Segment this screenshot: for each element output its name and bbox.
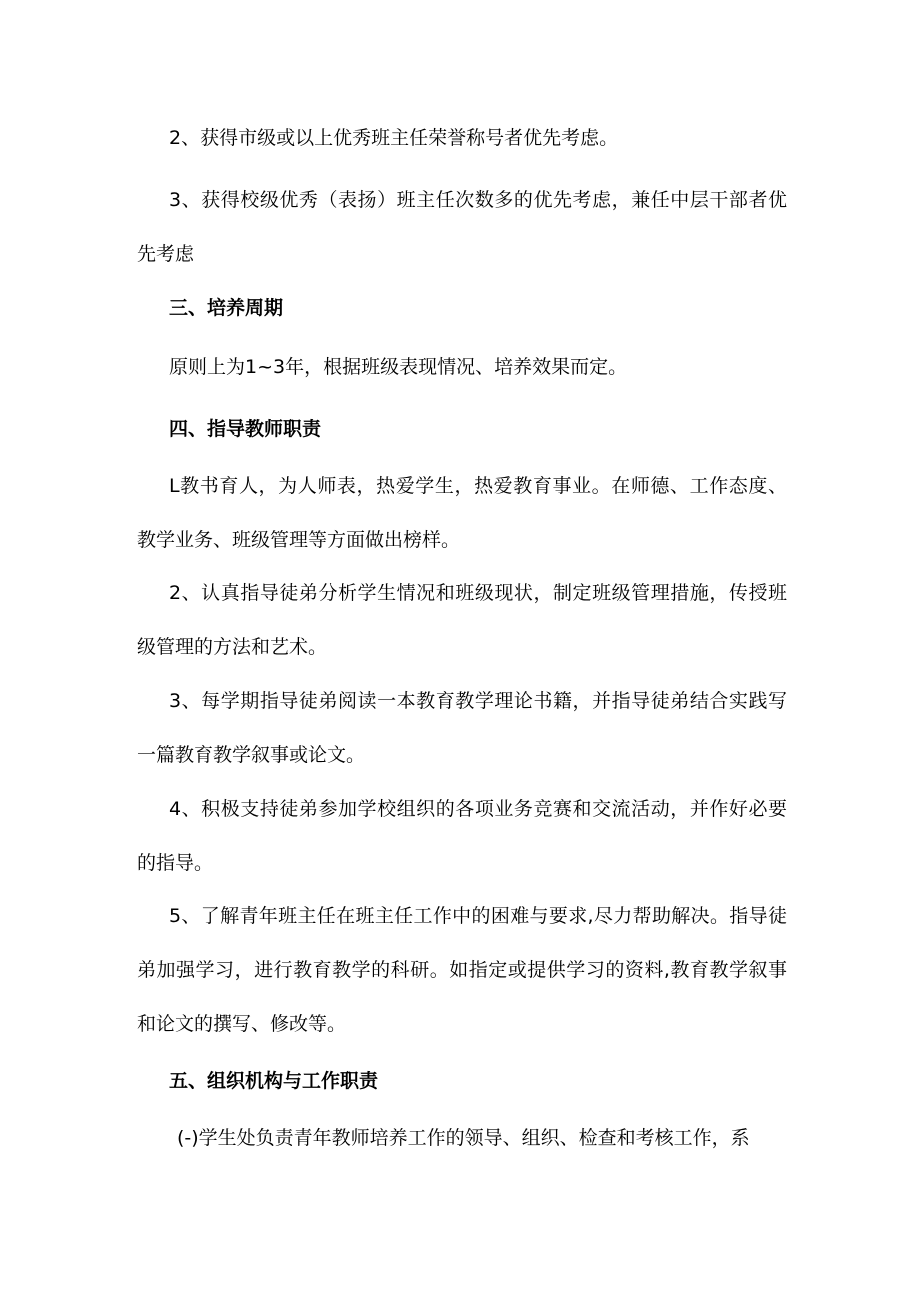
paragraph-honor-school: 3、获得校级优秀（表扬）班主任次数多的优先考虑，兼任中层干部者优先考虑 — [137, 189, 787, 265]
section-heading-mentor-duties: 四、指导教师职责 — [169, 418, 322, 440]
paragraph-organization-1: (-)学生处负责青年教师培养工作的领导、组织、检查和考核工作，系 — [177, 1127, 750, 1149]
paragraph-duty-2: 2、认真指导徒弟分析学生情况和班级现状，制定班级管理措施，传授班级管理的方法和艺术。 — [137, 582, 787, 658]
paragraph-duty-1: L教书育人，为人师表，热爱学生，热爱教育事业。在师德、工作态度、教学业务、班级管理等方面做出榜样。 — [137, 475, 787, 551]
paragraph-honor-city: 2、获得市级或以上优秀班主任荣誉称号者优先考虑。 — [169, 127, 619, 149]
paragraph-duty-3: 3、每学期指导徒弟阅读一本教育教学理论书籍，并指导徒弟结合实践写一篇教育教学叙事或论文。 — [137, 690, 787, 766]
paragraph-duty-4: 4、积极支持徒弟参加学校组织的各项业务竞赛和交流活动，并作好必要的指导。 — [137, 798, 787, 874]
paragraph-duty-5: 5、了解青年班主任在班主任工作中的困难与要求,尽力帮助解决。指导徒弟加强学习，进行教育教学的科研。如指定或提供学习的资料,教育教学叙事和论文的撰写、修改等。 — [137, 905, 787, 1035]
section-heading-training-period: 三、培养周期 — [169, 297, 284, 319]
paragraph-training-period: 原则上为1~3年，根据班级表现情况、培养效果而定。 — [169, 356, 628, 378]
section-heading-organization: 五、组织机构与工作职责 — [169, 1070, 379, 1092]
